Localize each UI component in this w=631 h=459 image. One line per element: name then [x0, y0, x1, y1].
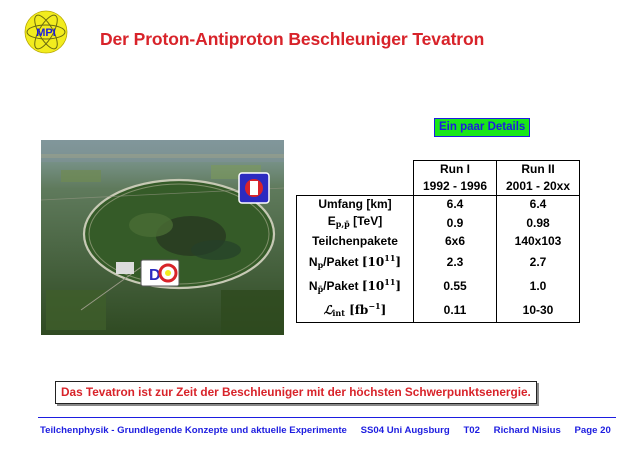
table-row	[297, 250, 580, 274]
table-row	[297, 274, 580, 298]
table-header-run2: Run II	[497, 161, 580, 179]
footer	[40, 425, 611, 436]
row-label: $N_p$/Paket $[10^{11}]$	[297, 250, 414, 274]
table-header-run1: Run I	[414, 161, 497, 179]
row-label: Umfang [km]	[297, 196, 414, 214]
table-header-row	[297, 161, 580, 179]
footer-divider	[38, 417, 616, 418]
table-header-row	[297, 178, 580, 196]
row-label: $E_{p,p̄}$ [TeV]	[297, 213, 414, 233]
cdf-logo	[239, 173, 269, 203]
table-header-empty	[297, 161, 414, 179]
table-header-run1-years: 1992 - 1996	[414, 178, 497, 196]
tevatron-aerial-photo	[41, 140, 284, 335]
cell-run2: 2.7	[497, 250, 580, 274]
table-row	[297, 298, 580, 323]
table-row	[297, 213, 580, 233]
cell-run1: 6.4	[414, 196, 497, 214]
cell-run1: 0.55	[414, 274, 497, 298]
cell-run1: 0.9	[414, 213, 497, 233]
footer-code: T02	[463, 425, 480, 436]
footer-course: Teilchenphysik - Grundlegende Konzepte und aktuelle Experimente	[40, 425, 347, 436]
footer-term: SS04 Uni Augsburg	[360, 425, 450, 436]
svg-text:D: D	[149, 267, 161, 284]
cell-run2: 0.98	[497, 213, 580, 233]
cell-run2: 10-30	[497, 298, 580, 323]
row-label: $N_{p̄}$/Paket $[10^{11}]$	[297, 274, 414, 298]
table-header-empty	[297, 178, 414, 196]
cell-run1: 6x6	[414, 233, 497, 250]
row-label: Teilchenpakete	[297, 233, 414, 250]
table-header-run2-years: 2001 - 20xx	[497, 178, 580, 196]
cell-run2: 6.4	[497, 196, 580, 214]
mpi-logo	[24, 10, 68, 54]
page-title: Der Proton-Antiproton Beschleuniger Tevatron	[100, 29, 485, 49]
footer-author: Richard Nisius	[493, 425, 561, 436]
parameter-table	[296, 160, 580, 323]
table-row	[297, 233, 580, 250]
details-badge: Ein paar Details	[434, 118, 530, 137]
d0-logo	[141, 260, 179, 286]
cell-run2: 1.0	[497, 274, 580, 298]
row-label: ℒ$_{int}$ $[fb^{-1}]$	[297, 298, 414, 323]
logo-text: MPI	[36, 27, 56, 39]
cell-run2: 140x103	[497, 233, 580, 250]
conclusion-box: Das Tevatron ist zur Zeit der Beschleuniger mit der höchsten Schwerpunktsenergie.	[55, 381, 537, 404]
table-row	[297, 196, 580, 214]
cell-run1: 0.11	[414, 298, 497, 323]
cell-run1: 2.3	[414, 250, 497, 274]
footer-page-number: Page 20	[574, 425, 611, 436]
